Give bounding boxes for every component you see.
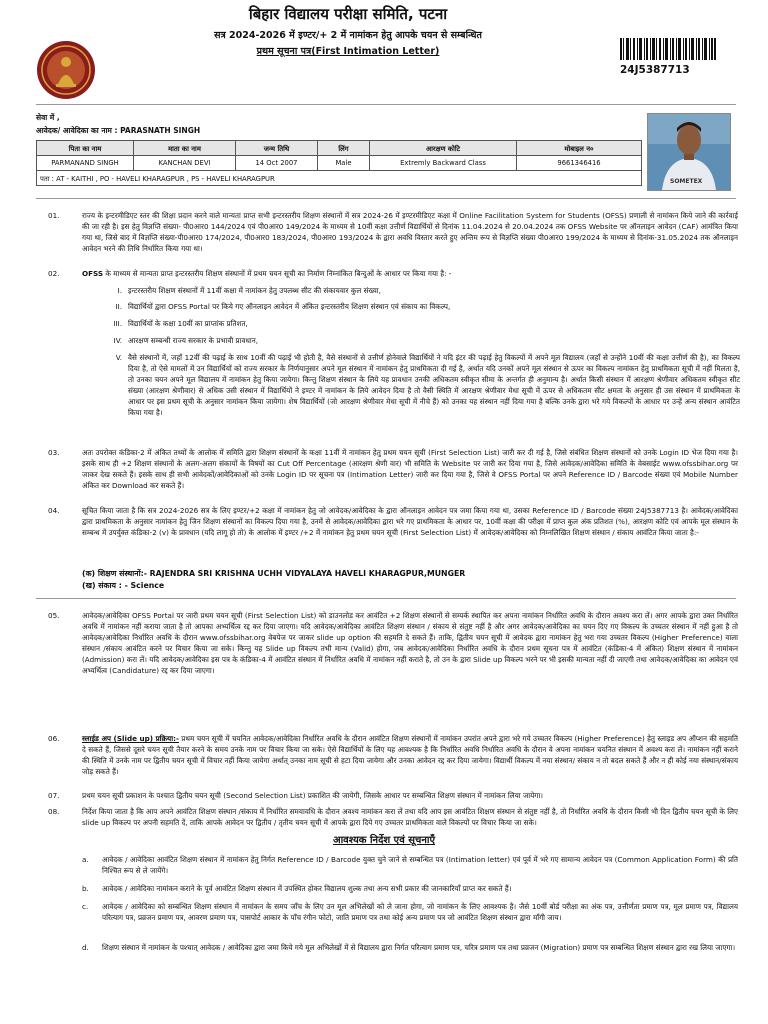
- para-number: 02.: [48, 269, 60, 278]
- institution-label: (क) शिक्षण संस्थानों:-: [82, 569, 147, 578]
- header-divider: [36, 104, 736, 105]
- para-text-body: के माध्यम से मान्यता प्राप्त इन्टरस्तरीय शिक्षण संस्थानों में प्रथम चयन सूची का निर्माण निम्नांकित बिन्दुओं के आधार पर किया गया है: -: [105, 269, 452, 278]
- roman-num: IV.: [113, 336, 122, 345]
- para-number: 01.: [48, 211, 60, 220]
- salutation: सेवा में ,: [36, 113, 60, 122]
- roman-num: I.: [117, 286, 122, 295]
- para-text: प्रथम चयन सूची प्रकाशन के पश्चात द्वितीय चयन सूची (Second Selection List) प्रकाशित की जायेगी, जिसके आधार पर सम्बन्धित शिक्षण संस्थान में नामांकन लिया जायेगा।: [82, 791, 543, 800]
- dob: 14 Oct 2007: [236, 156, 318, 171]
- note-text: आवेदक / आवेदिका नामांकन कराने के पूर्व आवंटित शिक्षण संस्थान में उपस्थित होकर विद्यालय शुल्क तथा अन्य सभी प्रकार की जानकारियाँ प्राप्त कर सकते हैं।: [102, 884, 512, 893]
- gender: Male: [318, 156, 370, 171]
- table-row: [37, 156, 642, 171]
- note-letter: a.: [82, 855, 89, 864]
- address-row: [37, 171, 642, 186]
- father-name: PARMANAND SINGH: [37, 156, 134, 171]
- para-number: 07.: [48, 791, 60, 800]
- mother-name: KANCHAN DEVI: [134, 156, 236, 171]
- section-divider: [36, 198, 736, 199]
- para-text: [82, 733, 738, 777]
- col-mother-name: माता का नाम: [134, 141, 236, 156]
- para-text: सूचित किया जाता है कि सत्र 2024-2026 सत्र के लिए इण्टर/+2 कक्षा में नामांकन हेतु जो आवेदक/आवेदिका के द्वारा ऑनलाइन आवेदन पत्र जमा किया गया था, उसका Reference ID / Barcode संख्या 24J5387713 है। आवेदक/आवेदिका द्वारा प्राथमिकता के अनुसार नामांकन हेतु जिन शिक्षण संस्थानों का विकल्प दिया गया है, उनमें से आवेदक/आवेदिका द्वारा भरे गए प्राथमिकता के आधार पर, 10वीं कक्षा की परीक्षा में प्राप्त कुल अंक प्रतिशत (%), आरक्षण कोटि एवं आपके मूल संस्थान के सम्बन्ध में उपर्युक्त कंडिका-2 (v) के प्रावधान (यदि लागू हो तो) के आलोक में इण्टर /+2 में नामांकन हेतु प्रथम चयन सूची (First Selection List) में आवेदक/आवेदिका को निम्नलिखित शिक्षण संस्थान / संकाय आवंटित किया जाता है:-: [82, 506, 738, 537]
- allotted-faculty: [82, 580, 722, 591]
- para-text-body: प्रथम चयन सूची में चयनित आवेदक/आवेदिका निर्धारित अवधि के दौरान आवंटित शिक्षण संस्थानों में नामांकन उपरांत अपने द्वारा भरे गये उच्चतर विकल्प (Higher Preference) हेतु स्लाइड अप ऑप्शन की सहमति दे सकते हैं, जिससे दूसरे चयन सूची तैयार करने के समय उनके नाम पर विचार किया जा सके। ऐसे विद्यार्थियों के लिए यह आवश्यक है कि निर्धारित अवधि निर्धारित अवधि के दौरान वे अपना नामांकन चयनित संस्थान में अवश्य करा लें। नामांकन नहीं कराने की स्थिति में उनके नाम पर द्वितीय चयन सूची में विचार नहीं किया जायेगा अर्थात् उनका नाम सूची से हटा दिया जायेगा और उनका आवेदन रद्द कर दिया जायेगा। विद्यार्थी विकल्प में नया संस्थान/ संकाय न तो बदल सकते हैं और न ही कोई नया संस्थान/संकाय जोड़ सकते हैं।: [82, 734, 738, 776]
- applicant-photo: [647, 113, 731, 191]
- table-header-row: [37, 141, 642, 156]
- institution-value: RAJENDRA SRI KRISHNA UCHH VIDYALAYA HAVELI KHARAGPUR,MUNGER: [149, 569, 466, 578]
- slide-up-heading: स्लाईड अप (Slide up) प्रक्रिया:-: [82, 734, 179, 743]
- note-text: आवेदक / आवेदिका आवंटित शिक्षण संस्थान में नामांकन हेतु निर्गत Reference ID / Barcode युक्त चुने जाने से सम्बन्धित पत्र (Intimation letter) एवं पूर्व में भरे गए सामान्य आवेदन पत्र (Common Application Form) की प्रति निश्चित रूप से ले जायेंगे।: [102, 855, 738, 875]
- col-father-name: पिता का नाम: [37, 141, 134, 156]
- note-letter: b.: [82, 884, 89, 893]
- para-number: 06.: [48, 734, 60, 743]
- letter-type-title: प्रथम सूचना पत्र(First Intimation Letter): [256, 46, 440, 57]
- letter-subtitle: सत्र 2024-2026 में इण्टर/+ 2 में नामांकन हेतु आपके चयन से सम्बन्धित: [214, 30, 482, 41]
- para-number: 08.: [48, 807, 60, 816]
- col-gender: लिंग: [318, 141, 370, 156]
- board-title: बिहार विद्यालय परीक्षा समिति, पटना: [248, 5, 448, 23]
- section-divider: [36, 598, 736, 599]
- roman-num: II.: [115, 302, 122, 311]
- ofss-bold: OFSS: [82, 269, 104, 278]
- para-number: 03.: [48, 448, 60, 457]
- para-number: 05.: [48, 611, 60, 620]
- para-text: निर्देश किया जाता है कि आप अपने आवंटित शिक्षण संस्थान /संकाय में निर्धारित समयावधि के दौरान अवश्य नामांकन करा लें तथा यदि आप इस आवंटित शिक्षण संस्थान से संतुष्ट नहीं है, तो निर्धारित अवधि के दौरान किसी भी दिन द्वितीय चयन सूची के लिए slide up विकल्प पर अपनी सहमति दें, ताकि आपके आवेदन पर द्वितीय / तृतीय चयन सूची में आपके द्वारा दिये गए उच्चतर प्राथमिकता वाले विकल्पों पर विचार किया जा सके।: [82, 807, 738, 827]
- applicant-details-table: [36, 140, 642, 186]
- para-text: [82, 268, 738, 279]
- faculty-value: Science: [130, 581, 165, 590]
- para-text: अतः उपरोक्त कंडिका-2 में अंकित तथ्यों के आलोक में समिति द्वारा शिक्षण संस्थानों के कक्षा 11वीं में नामांकन हेतु प्रथम चयन सूची (First Selection List) जारी कर दी गई है, जिसे संबंधित शिक्षण संस्थानों को उनके Login ID भेज दिया गया है। इसके साथ ही +2 शिक्षण संस्थानों के अलग-अलग संकायों के विषयों का Cut Off Percentage (आरक्षण श्रेणी वार) भी समिति के Website पर जारी कर दिया गया है, जिसे आवेदक/आवेदिका समिति के वेबसाईट www.ofssbihar.org पर जाकर देख सकते हैं। इसके साथ ही सभी आवेदकों/आवेदिकाओं को उनके Login ID पर सूचना पत्र (Intimation Letter) जारी कर दिया गया है, जिसे वे OFSS Portal पर अपने Reference ID / Barcode संख्या एवं Mobile Number अंकित कर Download कर सकते हैं।: [82, 448, 738, 490]
- criteria-text: विद्यार्थियों द्वारा OFSS Portal पर किये गए ऑनलाइन आवेदन में अंकित इन्टरस्तरीय शिक्षण संस्थान एवं संकाय का विकल्प,: [128, 302, 451, 311]
- roman-num: III.: [113, 319, 122, 328]
- category: Extremly Backward Class: [370, 156, 517, 171]
- photo-caption: SOMETEX: [670, 178, 703, 185]
- applicant-name: आवेदक/ आवेदिका का नाम : PARASNATH SINGH: [36, 126, 201, 135]
- criteria-text: विद्यार्थियों के कक्षा 10वीं का प्राप्तांक प्रतिशत,: [128, 319, 248, 328]
- faculty-label: (ख) संकाय : -: [82, 581, 128, 590]
- note-text: शिक्षण संस्थान में नामांकन के पश्चात् आवेदक / आवेदिका द्वारा जमा किये गये मूल अभिलेखों में से विद्यालय द्वारा निर्गत परित्याग प्रमाण पत्र, चरित्र प्रमाण पत्र तथा प्रव्रजन (Migration) प्रमाण पत्र सम्बन्धित शिक्षण संस्थान द्वारा रख लिया जाएगा।: [102, 943, 736, 952]
- criteria-text: इन्टरस्तरीय शिक्षण संस्थानों में 11वीं कक्षा में नामांकन हेतु उपलब्ध सीट की संकायवार कुल संख्या,: [128, 286, 381, 295]
- notes-heading: आवश्यक निर्देश एवं सूचनाएँ: [332, 835, 436, 846]
- roman-num: V.: [115, 353, 122, 362]
- allotted-institution: [82, 568, 722, 579]
- address: पता : AT - KAITHI , PO - HAVELI KHARAGPUR , PS - HAVELI KHARAGPUR: [37, 171, 642, 186]
- criteria-text: वैसे संस्थानों में, जहाँ 12वीं की पढ़ाई के साथ 10वीं की पढ़ाई भी होती है, वैसे संस्थानों से उत्तीर्ण होनेवाले विद्यार्थियों ने यदि इंटर की पढ़ाई हेतु विकल्पों में अपने मूल विद्यालय (जहाँ से उन्होंने 10वीं की कक्षा उत्तीर्ण की है), का विकल्प दिया है, तो ऐसे मामलों में उन विद्यार्थियों को राज्य सरकार के निर्णयानुसार अपने मूल संस्थान में नामांकन हेतु प्राथमिकता दी गई है, अर्थात यदि उनकों अपने मूल संस्थान से ऊपर का विकल्प नामांकन हेतु प्राथमिकता सूची में नहीं मिलता है, तो उनका चयन अपने मूल विद्यालय में नामांकन हेतु किया जायेगा। किन्तु शिक्षण संस्थान के लिये यह प्रावधान उनकी अधिकतम स्वीकृत सीमा के अन्तर्गत ही अनुमान्य है। अर्थात किसी संस्थान में आरक्षण श्रेणीवार अधिकतम स्वीकृत सीट संख्या (आरक्षण श्रेणीवार) से अधिक उसी संस्थान में विद्यार्थियों ने इण्टर में नामांकन के लिये आवेदन दिया है तो वैसी स्थिति में आरक्षण श्रेणीवार मेधा सूची में ऊपर से अधिकतम सीट क्षमता के अनुसार ही उस संस्थान में प्राथमिकता के आधार पर इस प्रथम सूची के अनुसार नामांकन किया जायेगा। शेष विद्यार्थियों (जो आरक्षण श्रेणीवार मेधा सूची में नीचे हैं) को उनका यह संस्थान नहीं दिया गया है बल्कि उनके द्वारा भरे गये विकल्पों के आधार पर उन्हें अन्य संस्थान आवंटित किया गया है।: [128, 353, 740, 417]
- note-text: आवेदक / आवेदिका को सम्बन्धित शिक्षण संस्थान में नामांकन के समय जाँच के लिए उन मूल अभिलेखों को ले जाना होगा, जो नामांकन के लिए आवश्यक है। जैसे 10वीं बोर्ड परीक्षा का अंक पत्र, उत्तीर्णता प्रमाण पत्र, मूल प्रमाण पत्र, विद्यालय परित्याग पत्र, प्रव्रजन प्रमाण पत्र, आवरण प्रमाण पत्र, पासपोर्ट आकार के पाँच रंगीन फोटो, जाति प्रमाण पत्र तथा कोई अन्य प्रमाण पत्र जो आवंटित शिक्षण संस्थान द्वारा माँगी जाय।: [102, 902, 738, 922]
- para-text: आवेदक/आवेदिका OFSS Portal पर जारी प्रथम चयन सूची (First Selection List) को डाउनलोड कर आवंटित +2 शिक्षण संस्थानों से सम्पर्क स्थापित कर अपना नामांकन निर्धारित अवधि के दौरान अवश्य करा लें। अगर आपके द्वारा उक्त निर्धारित अवधि में नामांकन नहीं कराया जाता है तो आपका अभ्यर्थित्व रद्द कर दिया जाएगा। यदि आवेदक/आवेदिका आवंटित शिक्षण संस्थान / संकाय से संतुष्ट नहीं है और अगर आवेदक/आवेदिका का चयन दिए गए विकल्प के उच्चतर संस्थान में नहीं हुआ है तो आवेदक/आवेदिका निर्धारित अवधि के दौरान www.ofssbihar.org वेबपेज पर जाकर slide up option की सहमति दे सकते हैं। ताकि, द्वितीय चयन सूची में आवेदक द्वारा नामांकन हेतु भरा गया उच्चतर विकल्प (Higher Preference) वाला संस्थान /संकाय आवंटित करने पर विचार किया जा सके। किन्तु यह Slide up विकल्प तभी मान्य (Valid) होगा, जब आवेदक/आवेदिका निर्धारित अवधि के दौरान प्रथम सूचना पत्र में आवंटित (कंडिका-4 में अंकित) शिक्षण संस्थान में नामांकन (Admission) करा लें। यदि आवेदक/आवेदिका इस पत्र के कंडिका-4 में आवंटित संस्थान में निर्धारित अवधि में नामांकन नहीं कराते है, तो उन के द्वारा Slide up विकल्प भरने पर भी इसकी मान्यता नहीं दी जाएगी तथा आवेदक/आवेदिका का आवेदन एवं अभ्यर्थित्व (Candidature) रद्द कर दिया जाएगा।: [82, 611, 738, 675]
- col-dob: जन्म तिथि: [236, 141, 318, 156]
- barcode-icon: [620, 38, 716, 60]
- para-number: 04.: [48, 506, 60, 515]
- note-letter: c.: [82, 902, 89, 911]
- para-text: राज्य के इन्टरमीडिएट स्तर की शिक्षा प्रदान करने वाले मान्यता प्राप्त सभी इन्टरस्तरीय शिक्षण संस्थानों में सत्र 2024-26 में इण्टरमीडिएट कक्षा में Online Facilitation System for Students (OFSS) प्रणाली से नामांकन किये जाने की कार्रवाई की जा रही है। इस हेतु विज्ञप्ति संख्या- पी0आर0 144/2024 एवं पी0आर0 149/2024 के माध्यम से 10वीं कक्षा उत्तीर्ण विद्यार्थियों से दिनांक 11.04.2024 से 20.04.2024 तक OFSS Website पर ऑनलाइन आवेदन (CAF) आमंत्रित किया गया था, जिसे बाद में विज्ञप्ति संख्या-पी0आर0 174/2024, पी0आर0 183/2024, पी0आर0 193/2024 के द्वारा अवधि विस्तार करते हुए अन्तिम रूप से विज्ञप्ति संख्या पी0आर0 199/2024 के माध्यम से दिनांक-31.05.2024 तक ऑनलाइन आवेदन भरने की तिथि निर्धारित किया गया था।: [82, 211, 738, 253]
- col-category: आरक्षण कोटि: [370, 141, 517, 156]
- barcode-number: 24J5387713: [620, 64, 690, 76]
- note-letter: d.: [82, 943, 89, 952]
- criteria-text: आरक्षण सम्बन्धी राज्य सरकार के प्रभावी प्रावधान,: [128, 336, 259, 345]
- col-mobile: मोबाइल न०: [517, 141, 642, 156]
- mobile: 9661346416: [517, 156, 642, 171]
